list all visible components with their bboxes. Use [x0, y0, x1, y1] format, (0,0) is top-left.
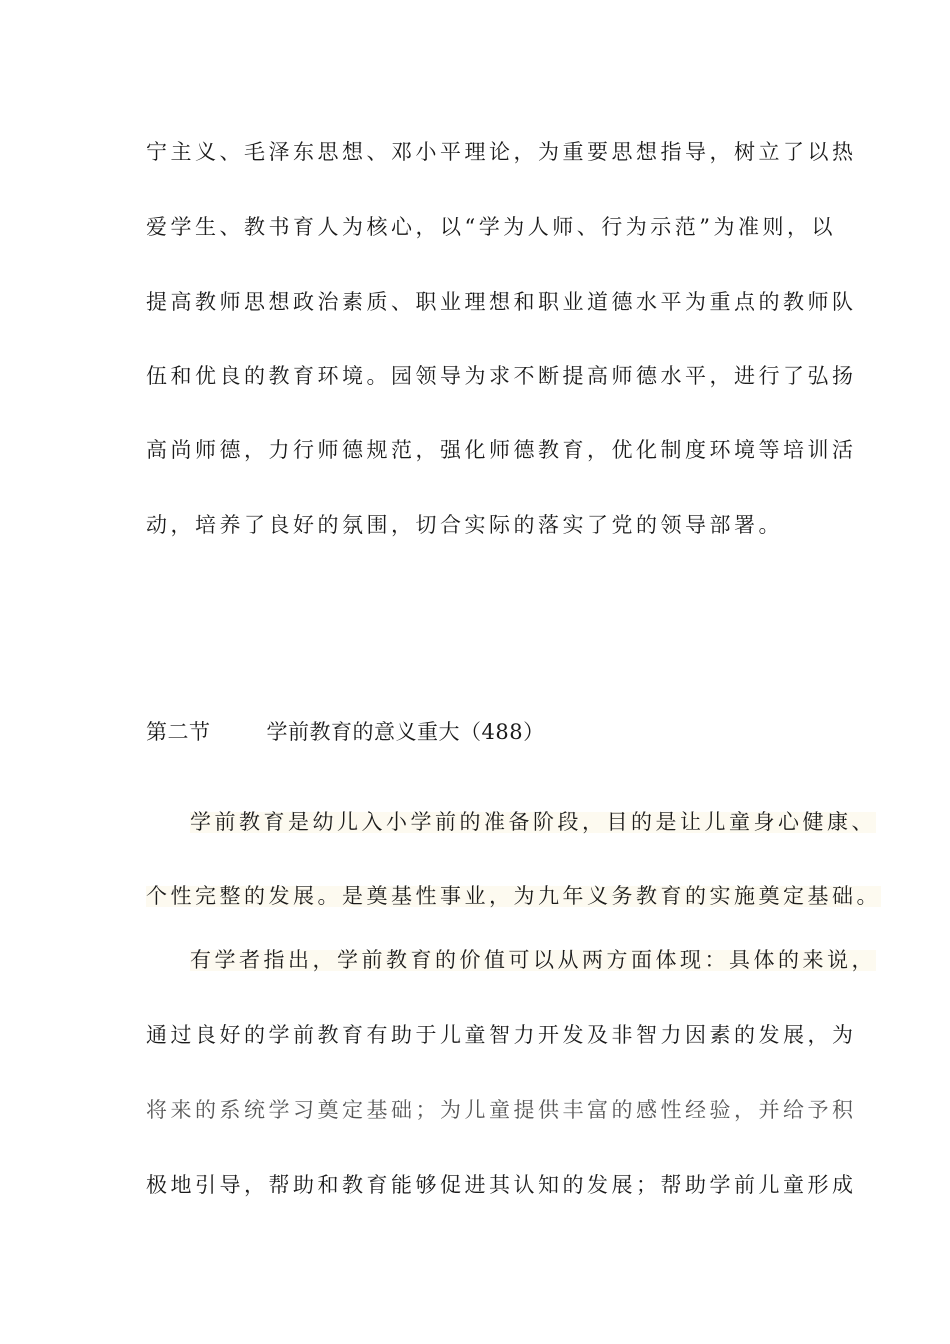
text-line: 动，培养了良好的氛围，切合实际的落实了党的领导部署。 — [146, 513, 783, 537]
text-line: 爱学生、教书育人为核心，以“学为人师、行为示范”为准则，以 — [146, 215, 836, 239]
text-line: 将来的系统学习奠定基础；为儿童提供丰富的感性经验，并给予积 — [146, 1098, 857, 1122]
text-line: 伍和优良的教育环境。园领导为求不断提高师德水平，进行了弘扬 — [146, 364, 857, 388]
text-line: 宁主义、毛泽东思想、邓小平理论，为重要思想指导，树立了以热 — [146, 140, 857, 164]
section-title: 学前教育的意义重大（488） — [266, 720, 545, 744]
text-line: 高尚师德，力行师德规范，强化师德教育，优化制度环境等培训活 — [146, 438, 857, 462]
text-line: 极地引导，帮助和教育能够促进其认知的发展；帮助学前儿童形成 — [146, 1173, 857, 1197]
text-line: 通过良好的学前教育有助于儿童智力开发及非智力因素的发展，为 — [146, 1023, 857, 1047]
text-line: 个性完整的发展。是奠基性事业，为九年义务教育的实施奠定基础。 — [146, 884, 881, 908]
text-line: 有学者指出，学前教育的价值可以从两方面体现：具体的来说， — [190, 948, 876, 972]
text-line: 提高教师思想政治素质、职业理想和职业道德水平为重点的教师队 — [146, 290, 857, 314]
text-line: 学前教育是幼儿入小学前的准备阶段，目的是让儿童身心健康、 — [190, 810, 876, 834]
section-number: 第二节 — [146, 720, 211, 744]
section-heading — [146, 722, 545, 743]
